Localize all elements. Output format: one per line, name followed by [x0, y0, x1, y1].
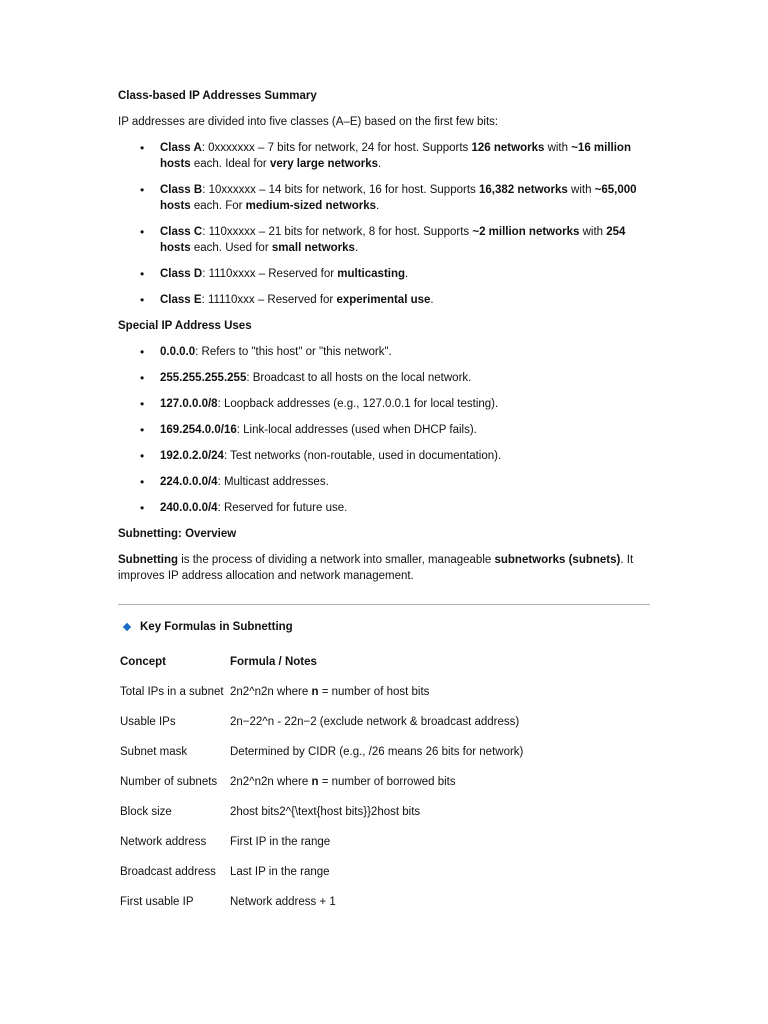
- list-item: • 0.0.0.0: Refers to "this host" or "this network".: [140, 345, 392, 359]
- table-header-row: [118, 647, 525, 677]
- divider: [118, 604, 650, 605]
- formula-cell: 2host bits2^{\text{host bits}}2host bits: [230, 806, 421, 818]
- concept-cell: Total IPs in a subnet: [120, 686, 224, 698]
- formula-cell: 2n2^n2n where n = number of host bits: [230, 686, 430, 698]
- subnetting-heading: Subnetting: Overview: [118, 528, 237, 540]
- table-row: [118, 887, 525, 917]
- bullet-icon: •: [140, 183, 145, 197]
- bullet-icon: •: [140, 423, 145, 437]
- bullet-icon: •: [140, 293, 145, 307]
- formula-cell: 2n−22^n - 22n−2 (exclude network & broadcast address): [230, 716, 520, 728]
- list-item: • 255.255.255.255: Broadcast to all hosts on the local network.: [140, 371, 472, 385]
- class-list: [118, 140, 650, 308]
- table-row: [118, 857, 525, 887]
- bullet-icon: •: [140, 397, 145, 411]
- table-row: [118, 707, 525, 737]
- list-item: • Class C: 110xxxxx – 21 bits for network, 8 for host. Supports ~2 million networks with 254 hosts each. Used for small networks.: [140, 225, 626, 254]
- list-item: • 169.254.0.0/16: Link-local addresses (used when DHCP fails).: [140, 423, 477, 437]
- subnetting-paragraph: Subnetting is the process of dividing a network into smaller, manageable subnetworks (subnets). It improves IP address allocation and network management.: [118, 554, 634, 582]
- concept-cell: First usable IP: [120, 896, 194, 908]
- special-uses-heading: Special IP Address Uses: [118, 320, 252, 332]
- key-formulas-heading: [118, 619, 650, 635]
- bullet-icon: •: [140, 225, 145, 239]
- bullet-icon: •: [140, 501, 145, 515]
- concept-cell: Broadcast address: [120, 866, 216, 878]
- list-item: • 240.0.0.0/4: Reserved for future use.: [140, 501, 348, 515]
- page-title: Class-based IP Addresses Summary: [118, 90, 317, 102]
- bullet-icon: •: [140, 345, 145, 359]
- bullet-icon: •: [140, 449, 145, 463]
- concept-cell: Network address: [120, 836, 207, 848]
- concept-cell: Usable IPs: [120, 716, 176, 728]
- formula-cell: Determined by CIDR (e.g., /26 means 26 bits for network): [230, 746, 524, 758]
- concept-cell: Block size: [120, 806, 172, 818]
- concept-cell: Number of subnets: [120, 776, 218, 788]
- list-item: • 127.0.0.0/8: Loopback addresses (e.g., 127.0.0.1 for local testing).: [140, 397, 499, 411]
- diamond-icon: [123, 623, 131, 631]
- bullet-icon: •: [140, 475, 145, 489]
- special-list: [118, 344, 650, 516]
- list-item: • Class E: 11110xxx – Reserved for experimental use.: [140, 293, 434, 307]
- bullet-icon: •: [140, 267, 145, 281]
- formula-cell: Last IP in the range: [230, 866, 330, 878]
- list-item: • Class D: 1110xxxx – Reserved for multicasting.: [140, 267, 409, 281]
- table-row: [118, 827, 525, 857]
- column-header-concept: Concept: [120, 656, 166, 668]
- table-row: [118, 797, 525, 827]
- bullet-icon: •: [140, 141, 145, 155]
- column-header-formula: Formula / Notes: [230, 656, 317, 668]
- table-row: [118, 767, 525, 797]
- list-item: • 192.0.2.0/24: Test networks (non-routable, used in documentation).: [140, 449, 502, 463]
- bullet-icon: •: [140, 371, 145, 385]
- list-item: • 224.0.0.0/4: Multicast addresses.: [140, 475, 329, 489]
- key-formulas-title: Key Formulas in Subnetting: [140, 621, 293, 633]
- concept-cell: Subnet mask: [120, 746, 188, 758]
- formulas-table: [118, 647, 525, 917]
- intro-text: IP addresses are divided into five classes (A–E) based on the first few bits:: [118, 116, 499, 128]
- formula-cell: First IP in the range: [230, 836, 331, 848]
- formula-cell: Network address + 1: [230, 896, 336, 908]
- list-item: • Class A: 0xxxxxxx – 7 bits for network, 24 for host. Supports 126 networks with ~16 million hosts each. Ideal for very large networks.: [140, 141, 631, 170]
- table-row: [118, 677, 525, 707]
- document-content: [118, 88, 650, 917]
- formula-cell: 2n2^n2n where n = number of borrowed bits: [230, 776, 456, 788]
- table-row: [118, 737, 525, 767]
- list-item: • Class B: 10xxxxxx – 14 bits for network, 16 for host. Supports 16,382 networks with ~65,000 hosts each. For medium-sized networks.: [140, 183, 637, 212]
